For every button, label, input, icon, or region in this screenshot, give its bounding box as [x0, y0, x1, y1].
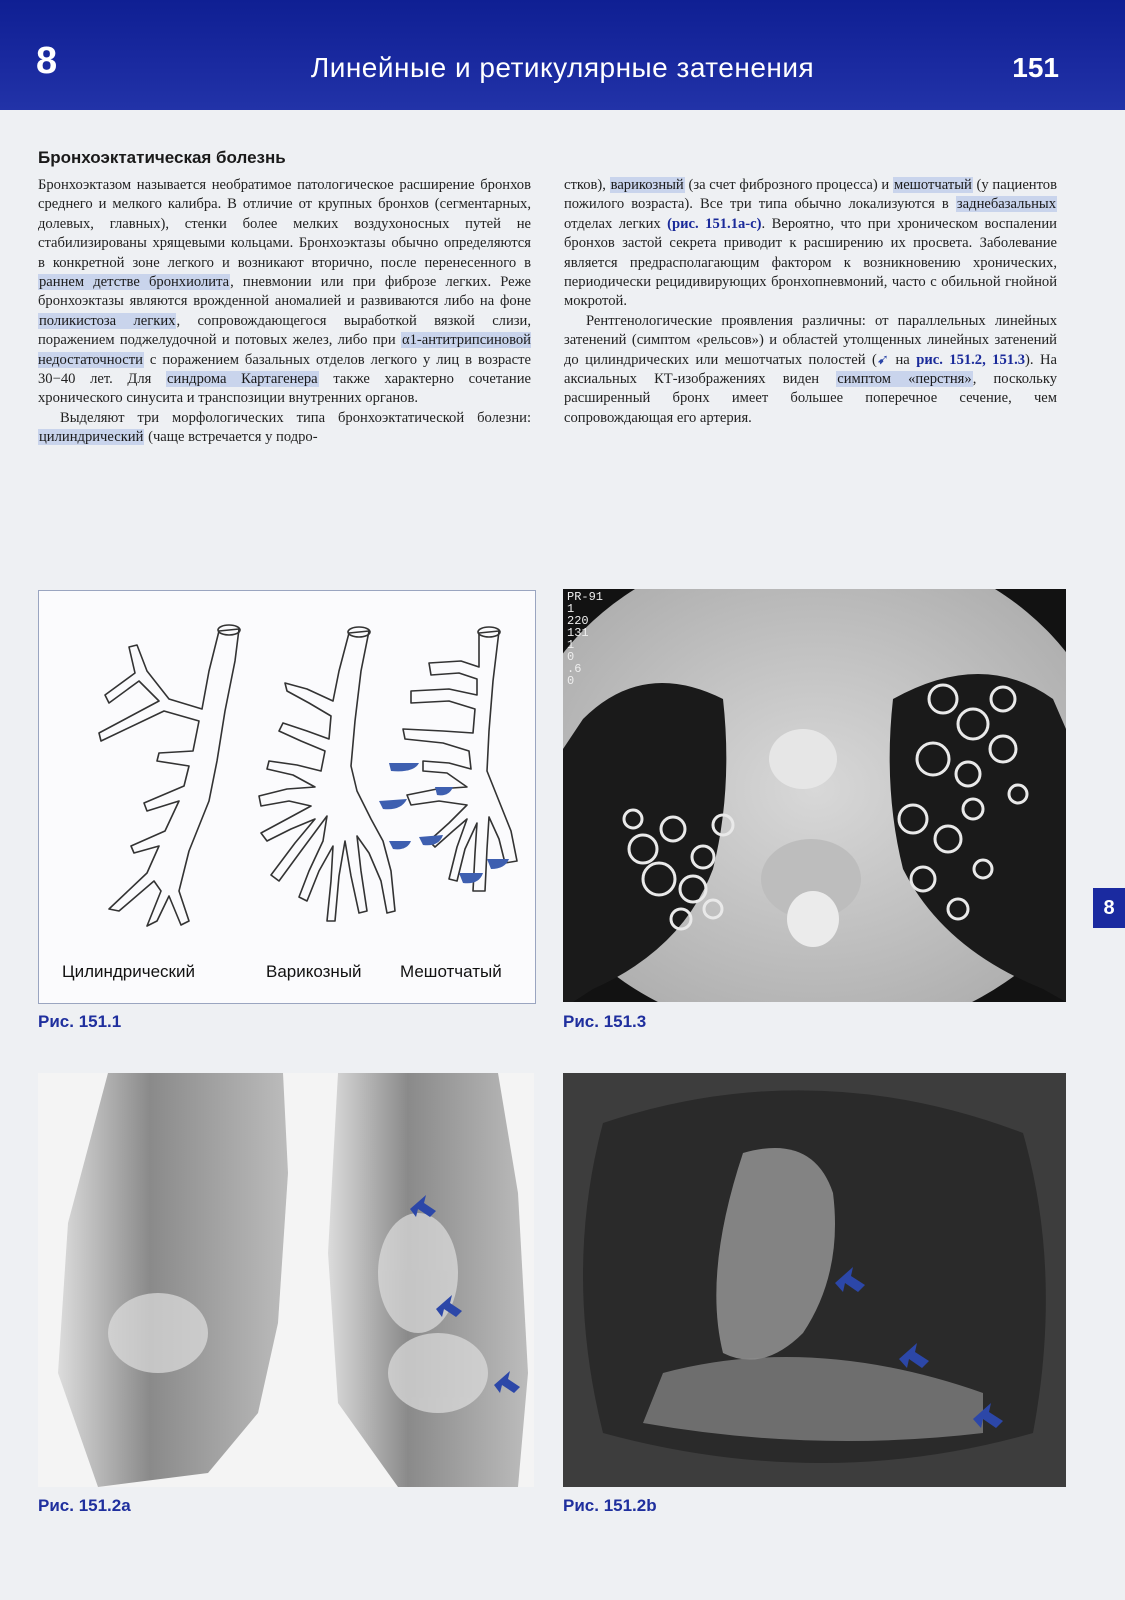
bronchiectasis-types-diagram: [39, 591, 535, 1003]
paragraph: Бронхоэктазом называется необратимое патологическое расширение бронхов среднего и мелкого калибра. В отличие от крупных бронхов (сегментарных, долевых, главных), стенки более мелких воздухоносных путей не стабилизированы хрящевыми кольцами. Бронхоэктазы обычно определяются в конкретной зоне легкого и возникают вторично, после перенесенного в раннем детстве бронхиолита, пневмонии или при фиброзе легких. Реже бронхоэктазы являются врожденной аномалией и развиваются либо на фоне поликистоза легких, сопровождающегося выработкой вязкой слизи, поражением поджелудочной и потовых желез, либо при α1-антитрипсиновой недостаточности с поражением базальных отделов легкого у лиц в возрасте 30−40 лет. Для синдрома Картагенера также характерно сочетание хронического синусита и транспозиции внутренних органов.: [38, 177, 531, 407]
diagram-label-cylindrical: Цилиндрический: [62, 962, 195, 981]
chapter-title: Линейные и ретикулярные затенения: [310, 52, 815, 83]
text-column-right: [564, 176, 1057, 428]
figure-reference[interactable]: (рис. 151.1a-c): [667, 215, 762, 232]
figure-caption: Рис. 151.3: [563, 1012, 647, 1031]
figure-151-2a-xray: [38, 1073, 534, 1487]
figure-caption: Рис. 151.2b: [563, 1496, 657, 1515]
arrow-icon: ➹: [876, 351, 890, 368]
section-title: Бронхоэктатическая болезнь: [38, 148, 286, 167]
figure-caption: Рис. 151.1: [38, 1012, 122, 1031]
varicose-bronchus: [259, 631, 395, 921]
highlighted-term: заднебазальных: [956, 196, 1056, 213]
page-number: 151: [1012, 52, 1059, 83]
highlighted-term: синдрома Картагенера: [167, 371, 318, 388]
diagram-label-saccular: Мешотчатый: [400, 962, 502, 981]
figure-caption: Рис. 151.2a: [38, 1496, 131, 1515]
paragraph: стков), варикозный (за счет фиброзного процесса) и мешотчатый (у пациентов пожилого возраста). Все три типа обычно локализуются в заднебазальных отделах легких (рис. 151.1a-c). Вероятно, что при хроническом воспалении бронхов застой секрета приводит к расширению их просвета. Заболевание является предрасполагающим фактором к возникновению хронических, периодически рецидивирующих бронхопневмоний, часто с обильной гнойной мокротой.: [564, 177, 1057, 310]
paragraph: Рентгенологические проявления различны: от параллельных линейных затенений (симптом «рельсов») и областей утолщенных линейных затенений до цилиндрических или мешотчатых полостей (➹ на рис. 151.2, 151.3). На аксиальных КТ-изображениях виден симптом «перстня», поскольку расширенный бронх имеет большее поперечное сечение, чем сопровождающая его артерия.: [564, 312, 1057, 426]
figure-reference[interactable]: рис. 151.2, 151.3: [916, 351, 1026, 368]
chapter-header: [0, 0, 1125, 110]
cylindrical-bronchus: [99, 629, 239, 926]
highlighted-term: симптом «перстня»: [837, 371, 972, 388]
highlighted-term: поликистоза легких: [39, 312, 176, 329]
highlighted-term: варикозный: [610, 177, 684, 193]
paragraph: Выделяют три морфологических типа бронхоэктатической болезни: цилиндрический (чаще встречается у подро-: [39, 409, 531, 446]
figure-151-3-ct-image: [563, 589, 1066, 1002]
highlighted-term: раннем детстве бронхиолита: [39, 274, 230, 291]
highlighted-term: мешотчатый: [893, 177, 972, 193]
chapter-side-tab: 8: [1093, 888, 1125, 928]
highlighted-term: цилиндрический: [39, 429, 144, 446]
figure-151-1-diagram: [38, 590, 536, 1004]
diagram-label-varicose: Варикозный: [266, 962, 362, 981]
figure-151-2b-xray: [563, 1073, 1066, 1487]
saccular-bronchus: [403, 631, 517, 891]
ct-overlay-text: PR-91 1 220 131 1 0 .6 0: [567, 590, 604, 688]
chapter-number: 8: [36, 40, 58, 82]
highlighted-term: α1-антитрипсиновой недостаточности: [38, 332, 531, 368]
text-column-left: [38, 176, 531, 448]
saccular-fluid-levels: [379, 763, 509, 883]
